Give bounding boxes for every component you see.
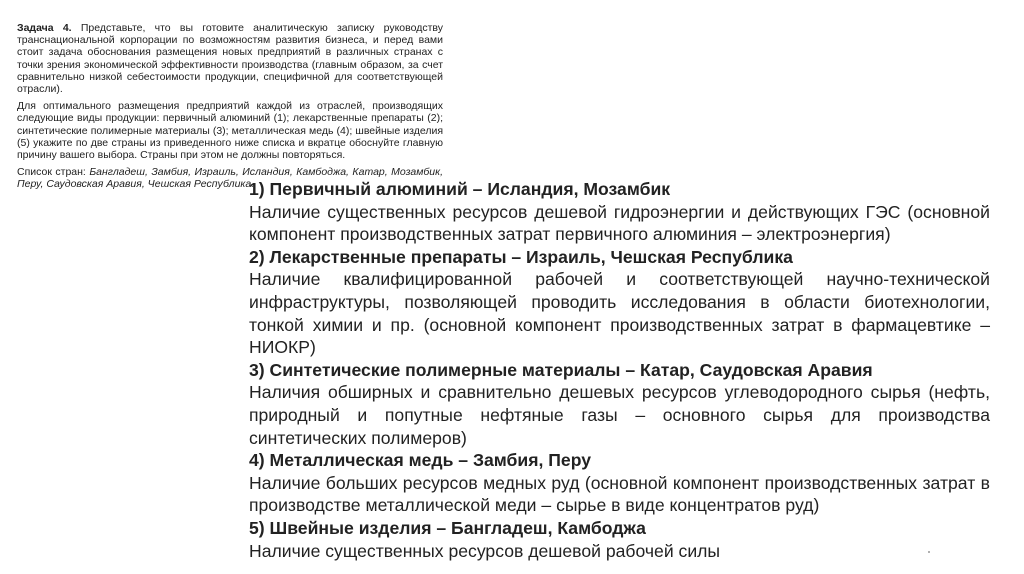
answer-text-1: Наличие существенных ресурсов дешевой гидроэнергии и действующих ГЭС (основной компонент производственных затрат первичного алюминия – электроэнергия) — [249, 201, 990, 245]
answer-heading-3: 3) Синтетические полимерные материалы – Катар, Саудовская Аравия — [249, 359, 873, 380]
task-instructions: Для оптимального размещения предприятий каждой из отраслей, производящих следующие виды продукции: первичный алюминий (1); лекарственные препараты (2); синтетические полимерные материалы (3); металлическая медь (4); швейные изделия (5) укажите по две страны из приведенного ниже списка и вкратце обоснуйте главную причину вашего выбора. Страны при этом не должны повторяться. — [17, 100, 443, 162]
countries-label: Список стран: — [17, 166, 86, 179]
answer-text-5: Наличие существенных ресурсов дешевой рабочей силы — [249, 540, 721, 561]
answer-text-2: Наличие квалифицированной рабочей и соответствующей научно-технической инфраструктуры, позволяющей проводить исследования в области биотехнологии, тонкой химии и пр. (основной компонент производственных затрат в фармацевтике – НИОКР) — [249, 269, 990, 358]
answer-text-4: Наличие больших ресурсов медных руд (основной компонент производственных затрат в производстве металлической меди – сырье в виде концентратов руд) — [249, 472, 990, 516]
answer-heading-5: 5) Швейные изделия – Бангладеш, Камбоджа — [249, 517, 646, 538]
task-intro-paragraph — [17, 22, 443, 95]
answer-heading-4: 4) Металлическая медь – Замбия, Перу — [249, 450, 591, 471]
answer-heading-2: 2) Лекарственные препараты – Израиль, Чешская Республика — [249, 246, 793, 267]
countries-list: Бангладеш, Замбия, Израиль, Исландия, Камбоджа, Катар, Мозамбик, Перу, Саудовская Аравия, Чешская Республика. — [17, 166, 444, 191]
task-title: Задача 4. — [17, 22, 72, 34]
answer-text-3: Наличия обширных и сравнительно дешевых ресурсов углеводородного сырья (нефть, природный и попутные нефтяные газы – основного сырья для производства синтетических полимеров) — [249, 382, 990, 448]
task-intro: Представьте, что вы готовите аналитическую записку руководству транснациональной корпорации по возможностям развития бизнеса, и перед вами стоит задача обоснования размещения новых предприятий в различных странах с точки зрения экономической эффективности производства (главным образом, за счет сравнительно низкой себестоимости продукции, специфичной для соответствующей отрасли). — [17, 22, 443, 96]
task-block — [17, 22, 443, 196]
answers-block — [249, 178, 990, 562]
answer-heading-1: 1) Первичный алюминий – Исландия, Мозамбик — [249, 179, 671, 199]
slide-marker-dot — [928, 551, 930, 553]
